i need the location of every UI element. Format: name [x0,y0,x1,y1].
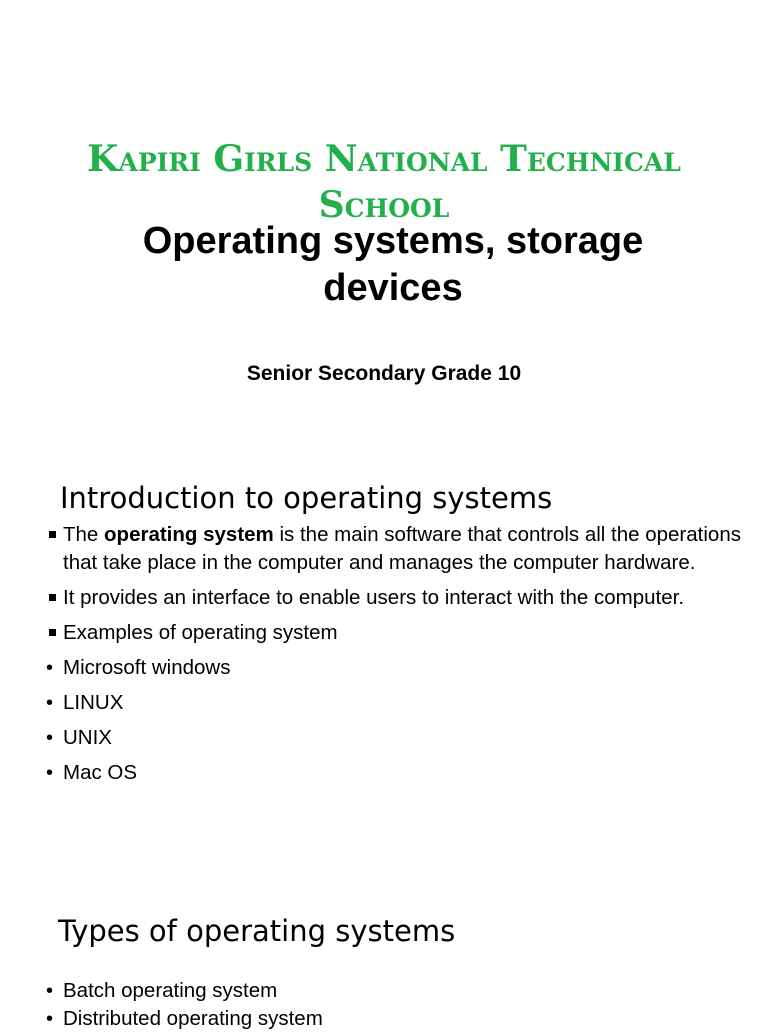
dot-bullet-icon: • [46,1008,54,1030]
list-item-prefix: The [63,523,105,546]
list-item [46,654,746,682]
school-name-line-2: School [318,184,450,226]
dot-bullet-icon: • [46,657,54,679]
types-heading: Types of operating systems [58,914,456,948]
list-item [46,689,746,717]
list-item [46,759,746,787]
list-item [46,977,746,1005]
slide-title-line-2: devices [323,267,463,309]
list-item-text: Batch operating system [63,979,278,1002]
list-item-suffix: is the main software that controls all the operations that take place in the computer and manages the computer hardware. [63,523,741,574]
dot-bullet-icon: • [46,727,54,749]
slide-subtitle: Senior Secondary Grade 10 [246,362,522,385]
dot-bullet-icon: • [46,980,54,1002]
intro-list [46,514,746,787]
school-name [0,136,768,228]
list-item-text: Microsoft windows [63,656,231,679]
list-item-text: Examples of operating system [63,621,338,644]
slide-title-line-1: Operating systems, storage [142,220,644,262]
list-item-text: It provides an interface to enable users to interact with the computer. [63,586,685,609]
school-name-line-1: Kapiri Girls National Technical [87,138,681,180]
list-item [46,1005,746,1033]
list-item [46,584,746,612]
dot-bullet-icon: • [46,692,54,714]
list-item-bold-term: operating system [104,523,274,546]
square-bullet-icon [49,629,56,636]
square-bullet-icon [49,531,56,538]
list-item-text: Mac OS [63,761,138,784]
list-item [46,724,746,752]
types-list [46,977,746,1033]
intro-heading: Introduction to operating systems [60,481,553,515]
slide-title [0,218,768,312]
list-item [46,619,746,647]
list-item-text: UNIX [63,726,112,749]
dot-bullet-icon: • [46,762,54,784]
list-item-text: Distributed operating system [63,1007,323,1030]
list-item-text: LINUX [63,691,124,714]
square-bullet-icon [49,594,56,601]
list-item [46,521,746,577]
